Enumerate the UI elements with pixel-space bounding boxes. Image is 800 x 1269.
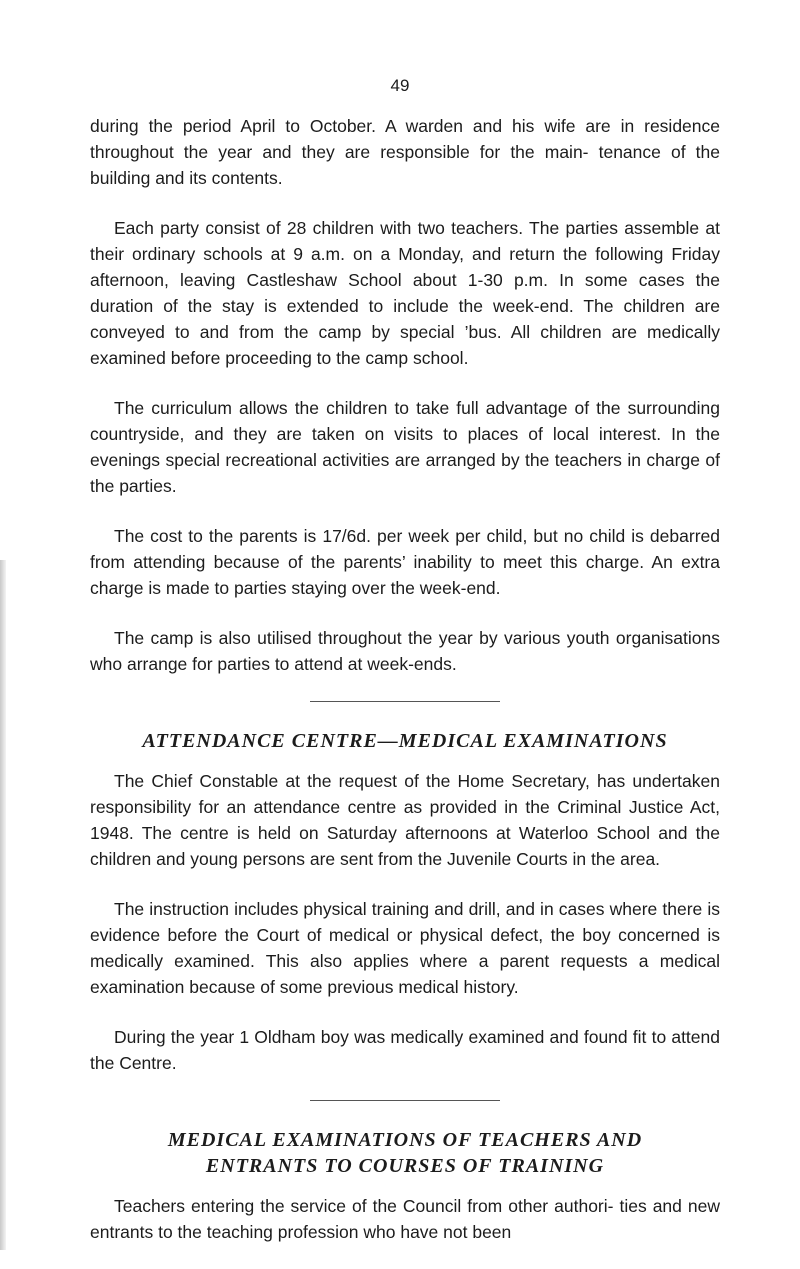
heading-teacher-examinations — [90, 1127, 720, 1179]
paragraph-youth-organisations: The camp is also utilised throughout the year by various youth organisations who arrange for parties to attend at week-ends. — [90, 628, 720, 674]
heading-line-1: MEDICAL EXAMINATIONS OF TEACHERS AND — [167, 1129, 643, 1151]
heading-attendance-centre: ATTENDANCE CENTRE—MEDICAL EXAMINATIONS — [142, 730, 668, 752]
paragraph-party-composition: Each party consist of 28 children with two teachers. The parties assemble at their ordinary schools at 9 a.m. on a Monday, and return the following Friday afternoon, leaving Castleshaw School about 1-30 p.m. In some cases the duration of the stay is extended to include the week-end. The children are conveyed to and from the camp by special ’bus. All children are medically examined before proceeding to the camp school. — [90, 218, 720, 368]
page-number: 49 — [390, 76, 410, 95]
paragraph-teachers-entering: Teachers entering the service of the Council from other authori- ties and new entrants to the teaching profession who have not been — [90, 1196, 720, 1242]
paragraph-curriculum: The curriculum allows the children to take full advantage of the surrounding countryside, and they are taken on visits to places of local interest. In the evenings special recreational activities are arranged by the teachers in charge of the parties. — [90, 398, 720, 496]
scan-edge-shadow — [0, 560, 6, 1250]
section-divider — [310, 701, 500, 702]
paragraph-instruction: The instruction includes physical training and drill, and in cases where there is evidence before the Court of medical or physical defect, the boy concerned is medically examined. This also applies where a parent requests a medical examination because of some previous medical history. — [90, 899, 720, 997]
paragraph-chief-constable: The Chief Constable at the request of the Home Secretary, has undertaken responsibility for an attendance centre as provided in the Criminal Justice Act, 1948. The centre is held on Saturday afternoons at Waterloo School and the children and young persons are sent from the Juvenile Courts in the area. — [90, 771, 720, 869]
heading-line-2: ENTRANTS TO COURSES OF TRAINING — [205, 1155, 605, 1177]
section-divider — [310, 1100, 500, 1101]
page-content — [90, 113, 720, 1269]
paragraph-oldham-boy: During the year 1 Oldham boy was medically examined and found fit to attend the Centre. — [90, 1027, 720, 1073]
paragraph-cost: The cost to the parents is 17/6d. per week per child, but no child is debarred from attending because of the parents’ inability to meet this charge. An extra charge is made to parties staying over the week-end. — [90, 526, 720, 598]
paragraph-warden-residence: during the period April to October. A warden and his wife are in residence throughout the year and they are responsible for the main- tenance of the building and its contents. — [90, 116, 720, 188]
